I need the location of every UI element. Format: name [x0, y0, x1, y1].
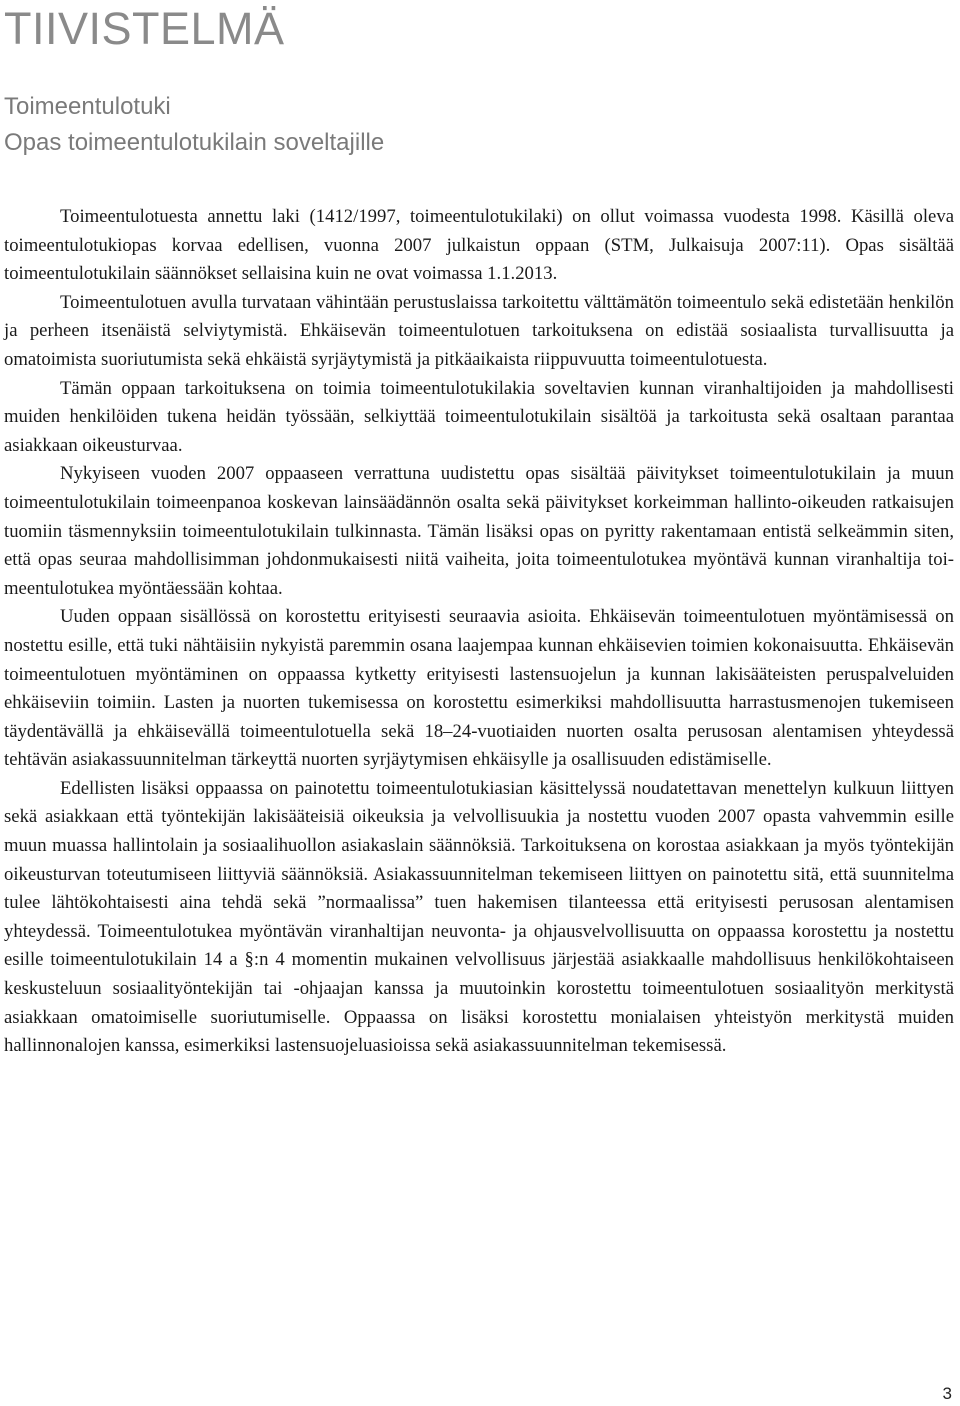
summary-body	[4, 203, 954, 1061]
paragraph-4: Nykyiseen vuoden 2007 oppaaseen verrattuna uudistettu opas sisältää päivitykset toimeentulotukilain ja muun toimeentulotukilain toimeenpanoa koskevan lainsäädännön osalta sekä päivitykset korkeimman hallinto-oikeuden ratkaisujen tuomiin täsmennyksiin toimeentulotukilain tulkinnasta. Tämän lisäksi opas on pyritty rakentamaan entistä selkeämmin siten, että opas seuraa mahdollisimman johdonmukaisesti niitä vaiheita, joita toimeentulotukea myöntävä kunnan viranhaltija toimeentulotukea myöntäessään kohtaa.	[4, 463, 954, 599]
subtitle-line-1: Toimeentulotuki	[4, 93, 171, 120]
page-number: 3	[942, 1384, 952, 1403]
paragraph-5: Uuden oppaan sisällössä on korostettu erityisesti seuraavia asioita. Ehkäisevän toimeentulotuen myöntämisessä on nostettu esille, että tuki nähtäisiin nykyistä paremmin osana laajempaa kunnan ehkäisevien toimien kokonaisuutta. Ehkäisevän toimeentulotuen myöntäminen on oppaassa kytketty erityisesti lastensuojelun ja kunnan lakisääteisten peruspalveluiden ehkäiseviin toimiin. Lasten ja nuorten tukemisessa on korostettu esimerkiksi mahdollisuutta harrastusmenojen tukemiseen täydentävällä ja ehkäisevällä toimeentulotuella sekä 18–24-vuotiaiden nuorten osalta perusosan alentamisen yhteydessä tehtävän asiakassuunnitelman tärkeyttä nuorten syrjäytymisen ehkäisylle ja osallisuuden edistämiselle.	[4, 606, 954, 771]
paragraph-1: Toimeentulotuesta annettu laki (1412/1997, toimeentulotukilaki) on ollut voimassa vuodesta 1998. Käsillä oleva toimeentulotukiopas korvaa edellisen, vuonna 2007 julkaistun oppaan (STM, Julkaisuja 2007:11). Opas sisältää toimeentulotukilain säännökset sellaisina kuin ne ovat voimassa 1.1.2013.	[4, 206, 954, 285]
paragraph-2: Toimeentulotuen avulla turvataan vähintään perustuslaissa tarkoitettu välttämätön toimeentulo sekä edistetään henkilön ja perheen itsenäistä selviytymistä. Ehkäisevän toimeentulotuen tarkoituksena on edistää sosiaalista turvallisuutta ja omatoimista suoriutumista sekä ehkäistä syrjäytymistä ja pitkäaikaista riippuvuutta toimeentulotuesta.	[4, 291, 954, 370]
paragraph-3: Tämän oppaan tarkoituksena on toimia toimeentulotukilakia soveltavien kunnan viranhaltijoiden ja mahdollisesti muiden henkilöiden tukena heidän työssään, selkiyttää toimeentulotukilain sisältöä ja tarkoitusta sekä osaltaan parantaa asiakkaan oikeusturvaa.	[4, 377, 954, 456]
paragraph-6: Edellisten lisäksi oppaassa on painotettu toimeentulotukiasian käsittelyssä noudatettavan menettelyn kulkuun liittyen sekä asiakkaan että työntekijän lakisääteisiä oikeuksia ja velvollisuukia ja nostettu vuoden 2007 opasta vahvemmin esille muun muassa hallintolain ja sosiaalihuollon asiakaslain säännöksiä. Tarkoituksena on korostaa asiakkaan ja myös työntekijän oikeusturvan toteutumiseen liittyviä säännöksiä. Asiakassuunnitelman tekemiseen liittyen on painotettu sitä, että suunnitelma tulee lähtökohtaisesti aina tehdä sekä ”normaalissa” tuen hakemisen tilanteessa että erityisesti perusosan alentamisen yhteydessä. Toimeentulotukea myöntävän viranhaltijan neuvonta- ja ohjausvelvollisuutta on oppaassa korostettu ja nostettu esille toimeentulotukilain 14 a §:n 4 momentin mukainen velvollisuus järjestää asiakkaalle mahdollisuus henkilökohtaiseen keskusteluun sosiaalityöntekijän tai -ohjaajan kanssa ja muutoinkin korostettu toimeentulotuen sosiaalityön merkitystä asiakkaan omatoimiselle suoriutumiselle. Oppaassa on lisäksi korostettu monialaisen yhteistyön merkitystä muiden hallinnonalojen kanssa, esimerkiksi lastensuojeluasioissa sekä asiakassuunnitelman tekemisessä.	[4, 777, 954, 1057]
subtitle-line-2: Opas toimeentulotukilain soveltajille	[4, 129, 385, 156]
page-title: TIIVISTELMÄ	[4, 3, 285, 54]
